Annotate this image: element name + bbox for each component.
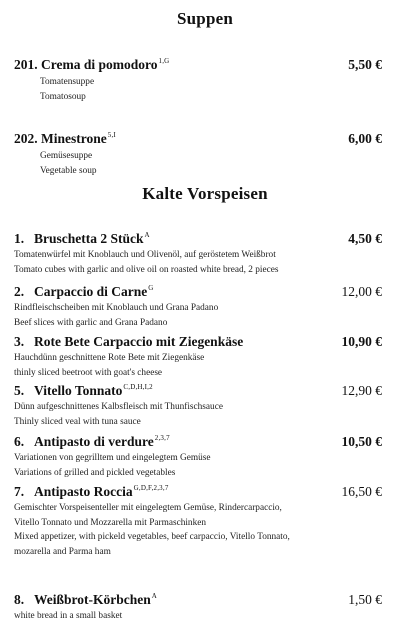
menu-item-description bbox=[14, 248, 279, 277]
menu-item-description bbox=[14, 451, 210, 480]
menu-item-price: 10,50 € bbox=[341, 434, 382, 449]
menu-item bbox=[14, 284, 382, 328]
menu-item-name bbox=[34, 383, 153, 399]
menu-item-name bbox=[34, 334, 243, 350]
menu-item-header bbox=[14, 131, 382, 149]
menu-item bbox=[14, 334, 382, 378]
menu-item-description bbox=[14, 609, 122, 624]
menu-item-name bbox=[14, 57, 169, 73]
menu-item-description bbox=[14, 400, 223, 429]
menu-item-name-text: Weißbrot-Körbchen bbox=[34, 592, 151, 607]
section-title-cold-starters: Kalte Vorspeisen bbox=[142, 184, 268, 203]
menu-item-price: 6,00 € bbox=[348, 131, 382, 146]
description-line: thinly sliced beetroot with goat's cheese bbox=[14, 367, 163, 378]
allergen-codes: C,D,H,I,2 bbox=[123, 383, 153, 391]
description-line: Tomatosoup bbox=[40, 91, 86, 102]
description-line: Thinly sliced veal with tuna sauce bbox=[14, 416, 141, 427]
description-line: Tomato cubes with garlic and olive oil on roasted white bread, 2 pieces bbox=[14, 264, 279, 275]
description-line: Dünn aufgeschnittenes Kalbsfleisch mit Thunfischsauce bbox=[14, 402, 223, 412]
menu-item bbox=[14, 592, 382, 621]
menu-item-header bbox=[14, 57, 382, 75]
menu-item-name-text: Vitello Tonnato bbox=[34, 383, 123, 398]
description-line: Mixed appetizer, with pickeld vegetables, beef carpaccio, Vitello Tonnato, bbox=[14, 532, 290, 543]
menu-item-name bbox=[34, 434, 170, 450]
menu-item-name-text: Carpaccio di Carne bbox=[34, 284, 148, 299]
menu-item-header bbox=[14, 383, 382, 401]
menu-item-name-text: Minestrone bbox=[41, 131, 107, 146]
menu-item-number: 202. bbox=[14, 131, 41, 146]
menu-item-price: 5,50 € bbox=[348, 57, 382, 72]
menu-item-header bbox=[14, 592, 382, 610]
menu-item bbox=[14, 131, 382, 176]
description-line: Gemischter Vorspeisenteller mit eingelegtem Gemüse, Rindercarpaccio, bbox=[14, 503, 282, 513]
menu-item-number: 7. bbox=[14, 484, 25, 499]
menu-item-price: 16,50 € bbox=[341, 484, 382, 499]
menu-item-number: 3. bbox=[14, 334, 25, 349]
menu-item-number: 8. bbox=[14, 592, 25, 607]
description-line: Rindfleischscheiben mit Knoblauch und Grana Padano bbox=[14, 303, 219, 313]
description-line: mozarella and Parma ham bbox=[14, 546, 111, 557]
menu-item-number: 201. bbox=[14, 57, 41, 72]
menu-item-header bbox=[14, 284, 382, 302]
menu-item-number: 2. bbox=[14, 284, 25, 299]
menu-item-price: 1,50 € bbox=[348, 592, 382, 607]
menu-item-number: 5. bbox=[14, 383, 25, 398]
menu-item-description bbox=[14, 501, 290, 559]
menu-item bbox=[14, 57, 382, 102]
allergen-codes: A bbox=[144, 231, 150, 239]
description-line: Variations of grilled and pickled vegetables bbox=[14, 467, 176, 478]
description-line: Variationen von gegrilltem und eingelegtem Gemüse bbox=[14, 453, 211, 463]
allergen-codes: A bbox=[151, 592, 158, 600]
menu-item-price: 12,00 € bbox=[341, 284, 382, 299]
menu-item-name bbox=[34, 484, 169, 500]
menu-item-header bbox=[14, 231, 382, 249]
description-line: white bread in a small basket bbox=[14, 611, 123, 621]
menu-item-name bbox=[34, 284, 154, 300]
menu-item bbox=[14, 484, 382, 557]
menu-item-description bbox=[14, 351, 204, 380]
menu-item-price: 12,90 € bbox=[341, 383, 382, 398]
allergen-codes: G,D,F,2,3,7 bbox=[133, 484, 169, 492]
menu-item-name bbox=[34, 231, 150, 247]
menu-item-description bbox=[40, 75, 94, 104]
menu-item bbox=[14, 383, 382, 427]
menu-item-name-text: Rote Bete Carpaccio mit Ziegenkäse bbox=[34, 334, 244, 349]
menu-item-description bbox=[14, 301, 218, 330]
menu-item-price: 10,90 € bbox=[341, 334, 382, 349]
description-line: Vitello Tonnato und Mozzarella mit Parmaschinken bbox=[14, 517, 206, 528]
menu-item-header bbox=[14, 334, 382, 352]
menu-item-name-text: Crema di pomodoro bbox=[41, 57, 158, 72]
allergen-codes: 5,I bbox=[107, 131, 116, 139]
menu-item-name bbox=[14, 131, 116, 147]
menu-item-name-text: Antipasto Roccia bbox=[34, 484, 133, 499]
menu-item-price: 4,50 € bbox=[348, 231, 382, 246]
menu-item bbox=[14, 434, 382, 478]
description-line: Beef slices with garlic and Grana Padano bbox=[14, 317, 168, 328]
menu-item-name bbox=[34, 592, 157, 608]
menu-item-number: 1. bbox=[14, 231, 25, 246]
description-line: Vegetable soup bbox=[40, 165, 97, 176]
menu-item-header bbox=[14, 484, 382, 502]
menu-item-number: 6. bbox=[14, 434, 25, 449]
menu-item-header bbox=[14, 434, 382, 452]
menu-item-description bbox=[40, 149, 97, 178]
description-line: Hauchdünn geschnittene Rote Bete mit Ziegenkäse bbox=[14, 353, 205, 363]
allergen-codes: 1,G bbox=[158, 57, 170, 65]
description-line: Tomatensuppe bbox=[40, 77, 95, 87]
menu-item bbox=[14, 231, 382, 275]
section-title-soups: Suppen bbox=[176, 9, 234, 28]
description-line: Tomatenwürfel mit Knoblauch und Olivenöl, auf geröstetem Weißbrot bbox=[14, 250, 276, 260]
menu-item-name-text: Bruschetta 2 Stück bbox=[34, 231, 144, 246]
allergen-codes: 2,3,7 bbox=[154, 434, 170, 442]
description-line: Gemüsesuppe bbox=[40, 151, 93, 161]
allergen-codes: G bbox=[148, 284, 154, 292]
menu-item-name-text: Antipasto di verdure bbox=[34, 434, 154, 449]
